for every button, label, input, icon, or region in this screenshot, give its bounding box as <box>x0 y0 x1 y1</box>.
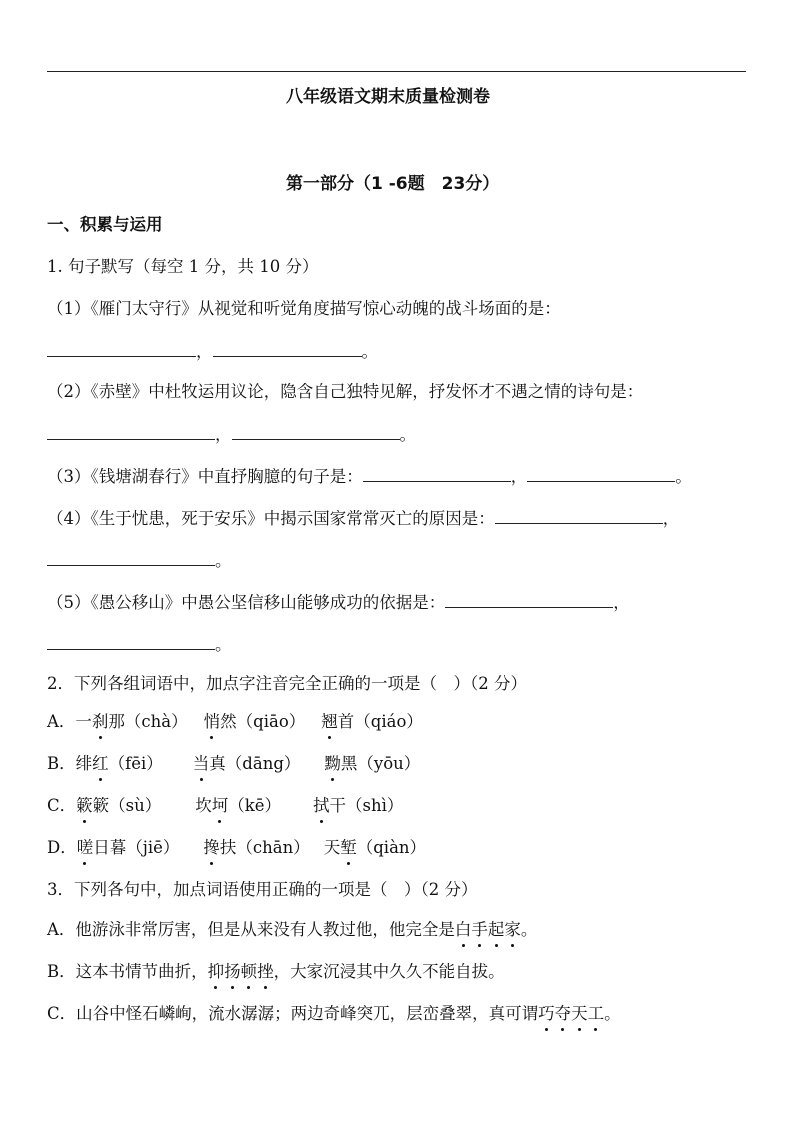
dotted-char: 天 <box>571 1004 588 1023</box>
dotted-char: 悄 <box>203 712 221 731</box>
word-text: 黑（yōu） <box>340 754 421 773</box>
period: 。 <box>215 635 232 654</box>
q1-item-5-prompt: （5）《愚公移山》中愚公坚信移山能够成功的依据是： <box>47 593 446 612</box>
dotted-char: 抑 <box>207 962 225 981</box>
header-rule <box>47 71 746 72</box>
q3-stem: 3．下列各句中，加点词语使用正确的一项是（ ）（2 分） <box>47 880 478 899</box>
dotted-char: 工 <box>587 1004 605 1023</box>
word-text: 绯 <box>75 754 93 773</box>
comma: ， <box>510 467 528 486</box>
word-text: 然（qiāo） <box>220 712 306 731</box>
dotted-char: 红 <box>92 754 109 773</box>
answer-blank[interactable] <box>232 423 400 440</box>
dotted-char: 家 <box>504 920 521 939</box>
answer-blank[interactable] <box>47 633 215 650</box>
dotted-phrase <box>455 920 521 939</box>
word-text: （fēi） <box>108 754 163 773</box>
sentence-text: 。 <box>520 920 538 939</box>
dotted-char: 堑 <box>340 838 357 857</box>
q1-item-3-prompt: （3）《钱塘湖春行》中直抒胸臆的句子是： <box>47 467 363 486</box>
q1-item-1-answers <box>47 340 378 363</box>
q3-option-c[interactable] <box>47 1003 621 1025</box>
answer-blank[interactable] <box>47 423 215 440</box>
option-label: A． <box>47 712 76 731</box>
option-label: B． <box>47 962 76 981</box>
sentence-text: ，大家沉浸其中久久不能自拔。 <box>273 962 505 981</box>
option-label: C． <box>47 1004 77 1023</box>
period: 。 <box>361 342 378 361</box>
word-text: 首（qiáo） <box>337 712 423 731</box>
word-text: 坎 <box>195 796 212 815</box>
answer-blank[interactable] <box>47 340 196 357</box>
q2-stem: 2．下列各组词语中，加点字注音完全正确的一项是（ ）（2 分） <box>47 674 527 693</box>
exam-title: 八年级语文期末质量检测卷 <box>286 87 490 107</box>
word-text: 扶（chān） <box>219 838 310 857</box>
option-label: B． <box>47 754 76 773</box>
q1-item-5-answers <box>47 633 232 656</box>
q1-stem: 1. 句子默写（每空 1 分，共 10 分） <box>47 257 319 276</box>
part-title: 第一部分（1 -6题 23分） <box>286 174 500 194</box>
dotted-char: 翘 <box>321 712 338 731</box>
q2-option-d[interactable] <box>47 837 426 859</box>
answer-blank[interactable] <box>363 465 511 482</box>
answer-blank[interactable] <box>495 507 663 524</box>
dotted-char: 搀 <box>203 838 220 857</box>
dotted-char: 巧 <box>538 1004 555 1023</box>
dotted-phrase <box>208 962 274 981</box>
word-text: 一 <box>75 712 92 731</box>
dotted-char: 顿 <box>240 962 258 981</box>
answer-blank[interactable] <box>527 465 675 482</box>
word-text: 天 <box>323 838 341 857</box>
sentence-text: 这本书情节曲折， <box>75 962 208 981</box>
dotted-char: 簌 <box>76 796 93 815</box>
dotted-char: 当 <box>192 754 210 773</box>
answer-blank[interactable] <box>213 340 362 357</box>
dotted-char: 手 <box>471 920 488 939</box>
q1-item-3 <box>47 465 692 488</box>
q1-item-5 <box>47 591 630 614</box>
dotted-phrase <box>538 1004 604 1023</box>
section-title: 一、积累与运用 <box>47 215 163 234</box>
period: 。 <box>675 467 692 486</box>
dotted-char: 起 <box>487 920 505 939</box>
q1-item-4-prompt: （4）《生于忧患，死于安乐》中揭示国家常常灭亡的原因是： <box>47 509 495 528</box>
sentence-text: 山谷中怪石嶙峋，流水潺潺；两边奇峰突兀，层峦叠翠，真可谓 <box>76 1004 539 1023</box>
sentence-text: 他游泳非常厉害，但是从来没有人教过他，他完全是 <box>75 920 455 939</box>
dotted-char: 嗟 <box>76 838 94 857</box>
option-label: A． <box>47 920 76 939</box>
period: 。 <box>215 551 232 570</box>
q2-option-b[interactable] <box>47 753 420 775</box>
word-text: （qiàn） <box>356 838 427 857</box>
answer-blank[interactable] <box>47 549 215 566</box>
answer-blank[interactable] <box>445 591 613 608</box>
dotted-char: 刹 <box>91 712 109 731</box>
comma: ， <box>662 509 680 528</box>
dotted-char: 黝 <box>324 754 341 773</box>
q2-option-c[interactable] <box>47 795 403 817</box>
period: 。 <box>399 425 416 444</box>
dotted-char: 白 <box>454 920 472 939</box>
q3-option-a[interactable] <box>47 919 537 941</box>
dotted-char: 坷 <box>211 796 229 815</box>
option-label: C． <box>47 796 77 815</box>
q2-option-a[interactable] <box>47 711 423 733</box>
q1-item-4 <box>47 507 679 530</box>
q1-item-2-prompt: （2）《赤壁》中杜牧运用议论，隐含自己独特见解，抒发怀才不遇之情的诗句是： <box>47 382 644 401</box>
option-label: D． <box>47 838 77 857</box>
word-text: （kē） <box>228 796 281 815</box>
dotted-char: 挫 <box>257 962 274 981</box>
q1-item-1-prompt: （1）《雁门太守行》从视觉和听觉角度描写惊心动魄的战斗场面的是： <box>47 299 561 318</box>
q1-item-2-answers <box>47 423 416 446</box>
comma: ， <box>215 425 232 444</box>
q3-option-b[interactable] <box>47 961 505 983</box>
word-text: 簌（sù） <box>92 796 162 815</box>
comma: ， <box>613 593 630 612</box>
word-text: 真（dāng） <box>209 754 301 773</box>
word-text: 干（shì） <box>329 796 404 815</box>
q1-item-4-answers <box>47 549 232 572</box>
dotted-char: 扬 <box>224 962 241 981</box>
sentence-text: 。 <box>604 1004 621 1023</box>
dotted-char: 夺 <box>554 1004 572 1023</box>
dotted-char: 拭 <box>313 796 330 815</box>
word-text: 那（chà） <box>108 712 188 731</box>
word-text: 日暮（jiē） <box>93 838 180 857</box>
comma: ， <box>196 342 213 361</box>
